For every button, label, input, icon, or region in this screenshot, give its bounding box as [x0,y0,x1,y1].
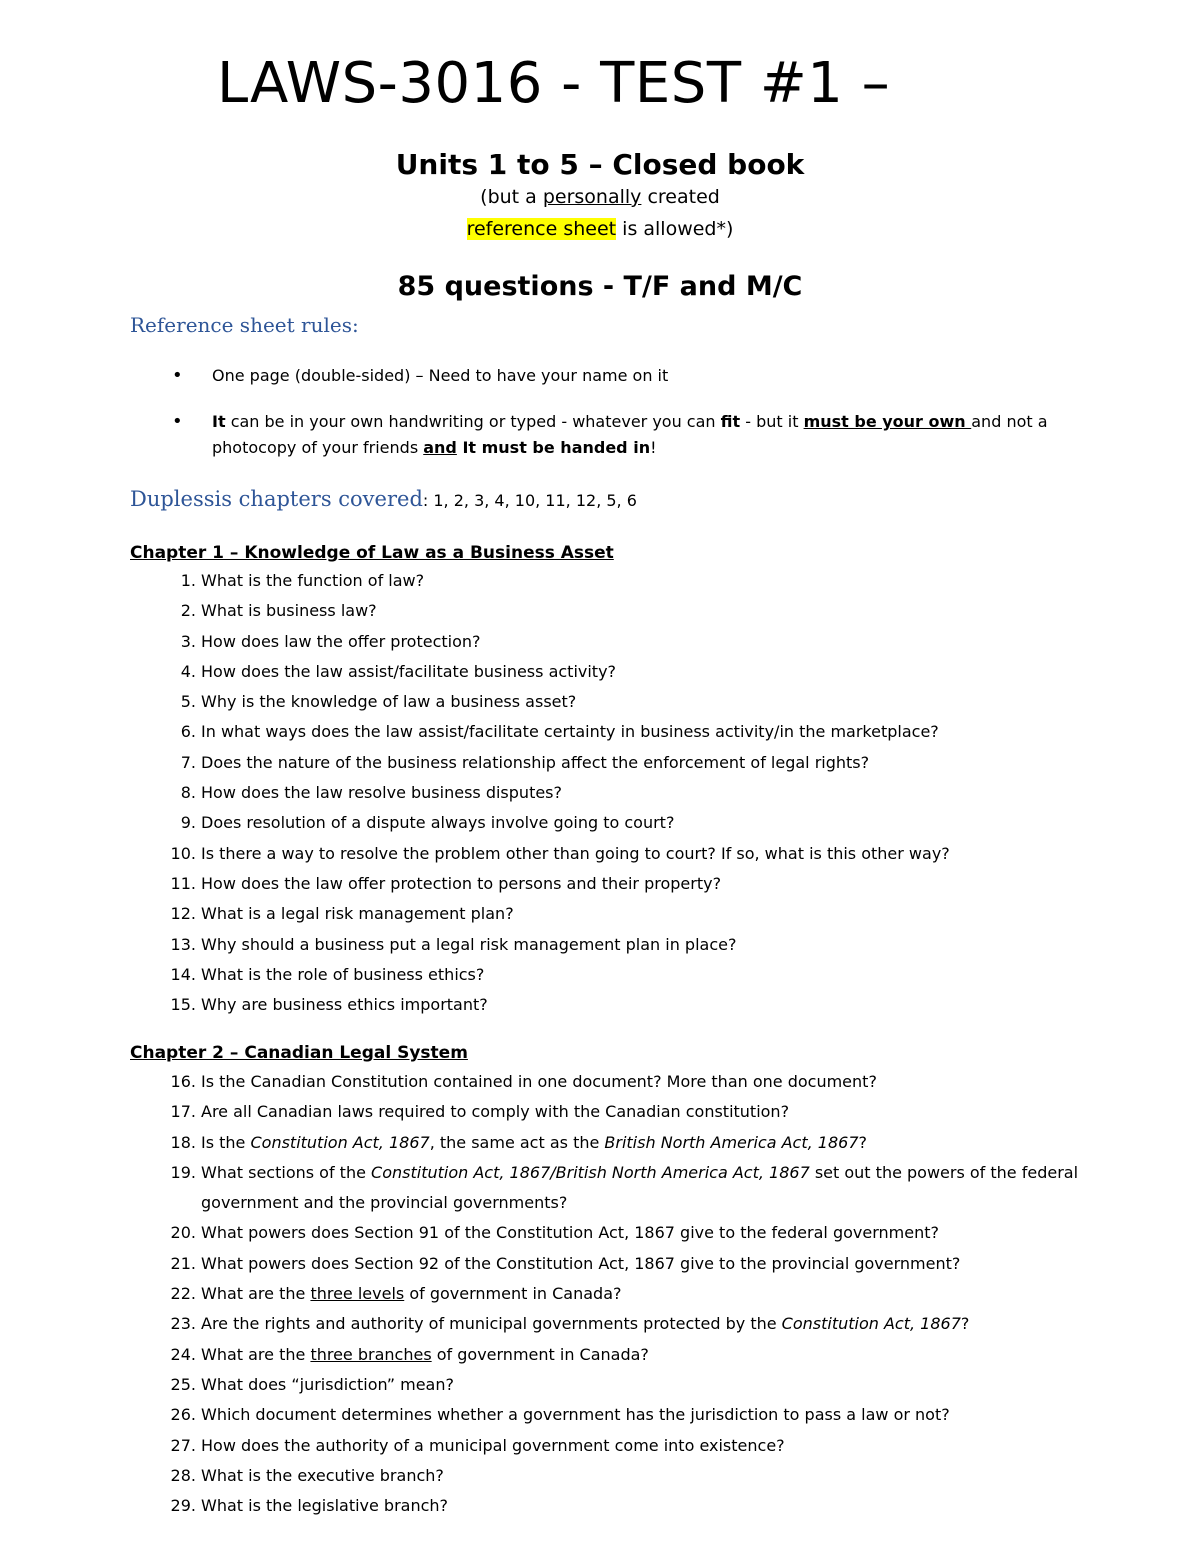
list-item [130,687,1080,717]
list-item [130,990,1080,1020]
question-number: 9. [180,813,196,833]
rule-text: and not a photocopy of your friends [212,412,1048,457]
list-item [130,1158,1080,1219]
list-item [130,808,1080,838]
rule-text: It [212,412,226,431]
rule-text: ! [650,438,657,457]
question-text: What powers does Section 91 of the Constitution Act, 1867 give to the federal government? [201,1223,939,1243]
question-number: 20. [170,1223,196,1243]
rule-text: - but it [740,412,804,431]
list-item [130,1461,1080,1491]
question-number: 27. [170,1435,196,1455]
question-number: 19. [170,1162,196,1182]
question-number: 2. [180,601,196,621]
list-item [130,596,1080,626]
personally-underlined: personally [542,186,642,208]
question-text: What are the [201,1344,311,1364]
question-text: Is there a way to resolve the problem other than going to court? If so, what is this other way? [201,843,950,863]
list-item [130,839,1080,869]
list-item [130,1128,1080,1158]
list-item [130,960,1080,990]
question-number: 28. [170,1465,196,1485]
list-item [130,869,1080,899]
list-item [130,1249,1080,1279]
note-text: (but a [480,186,543,208]
rule-text: It must be handed in [456,438,651,457]
duplessis-chapters: 1, 2, 3, 4, 10, 11, 12, 5, 6 [428,491,637,510]
question-text: Why is the knowledge of law a business asset? [201,692,577,712]
question-text: What is the executive branch? [201,1465,444,1485]
list-item [130,1218,1080,1248]
question-number: 26. [170,1405,196,1425]
question-number: 29. [170,1496,196,1516]
question-number: 21. [170,1253,196,1273]
question-text: In what ways does the law assist/facilitate certainty in business activity/in the marketplace? [201,722,939,742]
question-number: 16. [170,1072,196,1091]
list-item [130,657,1080,687]
units-subtitle: Units 1 to 5 – Closed book [395,148,805,181]
question-number: 8. [180,783,196,803]
question-number: 24. [170,1344,196,1364]
page-title: LAWS-3016 - TEST #1 – [217,51,891,116]
question-number: 12. [170,904,196,924]
chapter-2-questions [130,1067,1080,1521]
duplessis-heading-text: Duplessis chapters covered [130,487,423,511]
question-text: How does the law assist/facilitate business activity? [201,661,617,681]
question-number: 6. [180,722,196,742]
question-text: What is the legislative branch? [201,1496,449,1516]
question-number: 17. [170,1102,196,1122]
note-text: created [641,186,720,208]
chapter-2-heading: Chapter 2 – Canadian Legal System [130,1043,468,1063]
question-number: 10. [170,843,196,863]
question-text: What are the [201,1284,311,1304]
rules-bullet [172,363,1092,389]
rule-text: can be in your own handwriting or typed - whatever you can [225,412,721,431]
question-text: What is business law? [201,601,377,621]
question-text: Which document determines whether a government has the jurisdiction to pass a law or not? [201,1405,950,1425]
question-text: of government in Canada? [431,1344,649,1364]
question-number: 3. [180,631,196,651]
list-item [130,1097,1080,1127]
question-text: Does the nature of the business relationship affect the enforcement of legal rights? [201,752,870,772]
rules-bullet [172,409,1092,461]
list-item [130,899,1080,929]
question-text: ? [960,1314,970,1334]
personally-created-note [0,186,1200,208]
note-text: is allowed*) [616,218,734,240]
rules-heading: Reference sheet rules: [130,313,359,337]
question-text: Is the Canadian Constitution contained in one document? More than one document? [201,1072,877,1091]
rules-list [172,363,1092,481]
question-text: Constitution Act, 1867 [250,1132,430,1152]
reference-sheet-highlight: reference sheet [466,218,617,240]
duplessis-heading [130,487,637,511]
question-number: 4. [180,661,196,681]
question-text: How does the law resolve business disputes? [201,783,563,803]
question-text: What is the role of business ethics? [201,964,485,984]
question-text: three levels [310,1284,405,1304]
bullet-dot-icon: • [172,411,183,432]
question-text: Why should a business put a legal risk management plan in place? [201,934,737,954]
question-text: What is a legal risk management plan? [201,904,514,924]
list-item [130,748,1080,778]
duplessis-colon: : [422,491,429,510]
question-text: three branches [310,1344,432,1364]
question-text: of government in Canada? [404,1284,622,1304]
question-text: Are the rights and authority of municipal governments protected by the [201,1314,782,1334]
list-item [130,1431,1080,1461]
question-text: How does the authority of a municipal government come into existence? [201,1435,785,1455]
question-number: 23. [170,1314,196,1334]
question-text: What sections of the [201,1162,372,1182]
question-text: , the same act as the [429,1132,605,1152]
question-text: What is the function of law? [201,571,425,590]
rule-text: and [423,438,457,457]
chapter-1-heading: Chapter 1 – Knowledge of Law as a Business Asset [130,543,614,563]
question-text: Does resolution of a dispute always involve going to court? [201,813,675,833]
list-item [130,930,1080,960]
question-text: What powers does Section 92 of the Constitution Act, 1867 give to the provincial government? [201,1253,961,1273]
question-text: ? [858,1132,868,1152]
question-number: 15. [170,995,196,1015]
question-number: 13. [170,934,196,954]
chapter-1-questions [130,566,1080,1020]
question-text: Why are business ethics important? [201,995,488,1015]
question-number: 25. [170,1374,196,1394]
list-item [130,566,1080,596]
list-item [130,778,1080,808]
questions-count: 85 questions - T/F and M/C [397,271,803,302]
bullet-dot-icon: • [172,365,183,386]
question-number: 5. [180,692,196,712]
question-text: How does law the offer protection? [201,631,481,651]
rule-text: must be your own [803,412,972,431]
question-text: How does the law offer protection to persons and their property? [201,873,722,893]
list-item [130,1491,1080,1521]
rule-text: One page (double-sided) – Need to have your name on it [212,366,669,385]
question-number: 11. [170,873,196,893]
list-item [130,1279,1080,1309]
question-number: 1. [180,571,196,590]
list-item [130,1370,1080,1400]
question-text: Constitution Act, 1867/British North America Act, 1867 [371,1162,810,1182]
question-number: 22. [170,1284,196,1304]
list-item [130,1400,1080,1430]
list-item [130,1067,1080,1097]
question-number: 14. [170,964,196,984]
rule-text: fit [720,412,741,431]
list-item [130,1309,1080,1339]
question-text: Is the [201,1132,251,1152]
question-text: British North America Act, 1867 [604,1132,859,1152]
question-text: Constitution Act, 1867 [781,1314,961,1334]
list-item [130,1340,1080,1370]
question-text: Are all Canadian laws required to comply with the Canadian constitution? [201,1102,790,1122]
list-item [130,627,1080,657]
question-number: 18. [170,1132,196,1152]
question-text: set out the powers of the federal government and the provincial governments? [201,1162,1079,1213]
question-number: 7. [180,752,196,772]
reference-sheet-note [0,218,1200,240]
question-text: What does “jurisdiction” mean? [201,1374,454,1394]
list-item [130,717,1080,747]
